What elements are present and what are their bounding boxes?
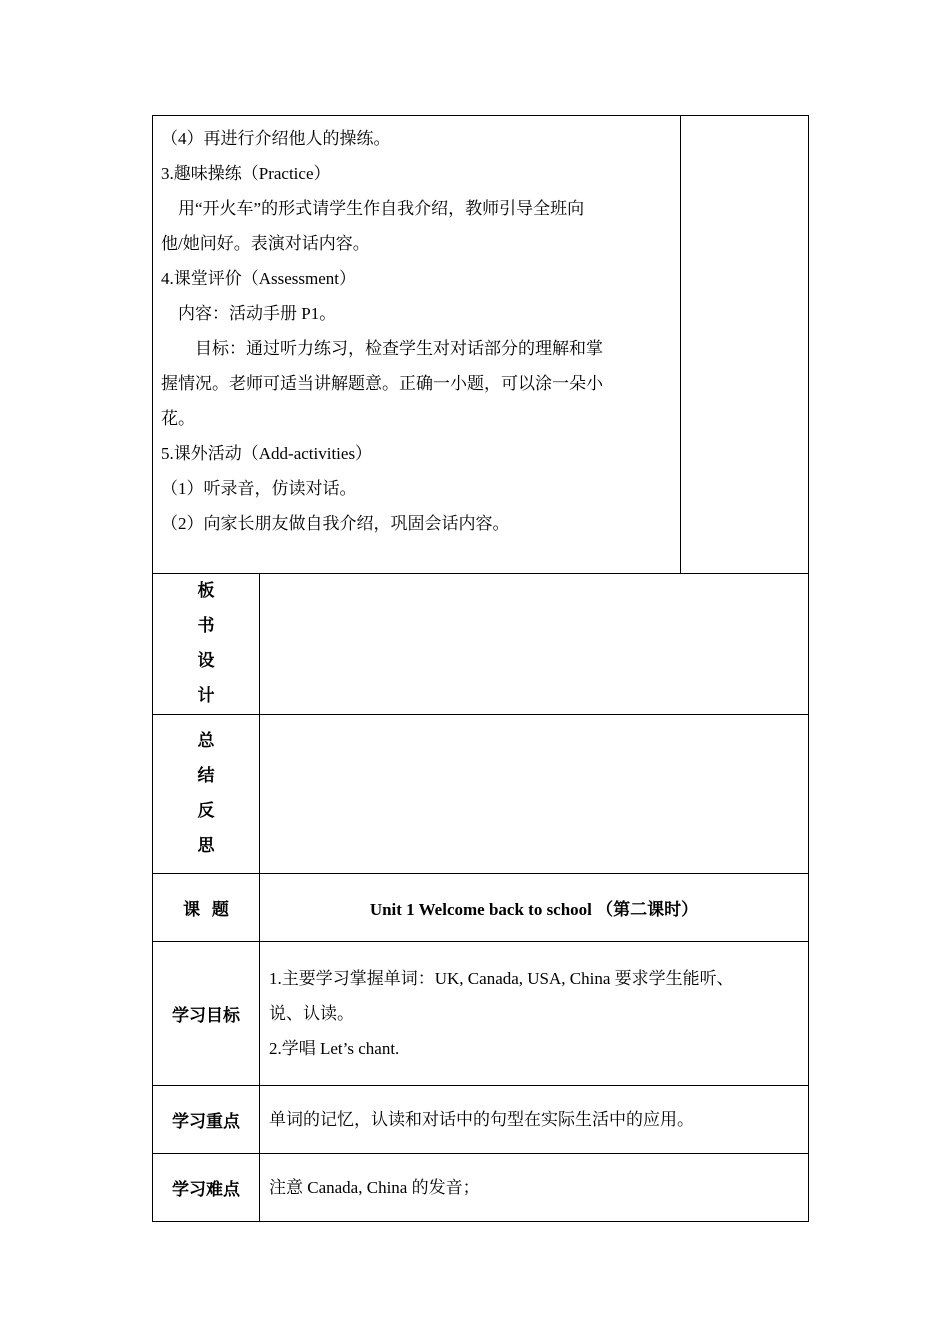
procedure-line: 目标：通过听力练习，检查学生对对话部分的理解和掌 (161, 339, 603, 358)
reflection-content (260, 715, 809, 874)
procedure-line: 他/她问好。表演对话内容。 (161, 234, 370, 253)
objectives-row (153, 942, 809, 1086)
topic-row (153, 874, 809, 942)
objective-line: 2.学唱 Let’s chant. (269, 1039, 400, 1058)
procedure-row (153, 116, 809, 574)
objectives-label: 学习目标 (153, 942, 260, 1086)
procedure-line: 花。 (161, 409, 195, 428)
board-design-content (260, 574, 809, 715)
procedure-line: （2）向家长朋友做自我介绍，巩固会话内容。 (161, 514, 510, 533)
procedure-cell (153, 116, 681, 574)
procedure-line: （4）再进行介绍他人的操练。 (161, 129, 391, 148)
board-design-label: 板 书 设 计 (153, 574, 260, 715)
procedure-line: 握情况。老师可适当讲解题意。正确一小题，可以涂一朵小 (161, 374, 603, 393)
difficulties-row (153, 1154, 809, 1222)
key-points-row (153, 1086, 809, 1154)
objectives-content (260, 942, 809, 1086)
procedure-line: 用“开火车”的形式请学生作自我介绍，教师引导全班向 (161, 199, 585, 218)
procedure-line: （1）听录音，仿读对话。 (161, 479, 357, 498)
reflection-row (153, 715, 809, 874)
board-design-row (153, 574, 809, 715)
procedure-line: 内容：活动手册 P1。 (161, 304, 337, 323)
lesson-plan-table (152, 115, 809, 1222)
key-points-content: 单词的记忆，认读和对话中的句型在实际生活中的应用。 (260, 1086, 809, 1154)
objective-line: 说、认读。 (269, 1004, 354, 1023)
procedure-line: 3.趣味操练（Practice） (161, 164, 331, 183)
topic-label: 课 题 (153, 874, 260, 942)
reflection-label: 总 结 反 思 (153, 715, 260, 874)
objective-line: 1.主要学习掌握单词：UK, Canada, USA, China 要求学生能听、 (269, 969, 734, 988)
notes-cell (681, 116, 809, 574)
key-points-label: 学习重点 (153, 1086, 260, 1154)
topic-value: Unit 1 Welcome back to school （第二课时） (260, 874, 809, 942)
procedure-line: 5.课外活动（Add-activities） (161, 444, 373, 463)
difficulties-label: 学习难点 (153, 1154, 260, 1222)
difficulties-content: 注意 Canada, China 的发音； (260, 1154, 809, 1222)
procedure-line: 4.课堂评价（Assessment） (161, 269, 357, 288)
